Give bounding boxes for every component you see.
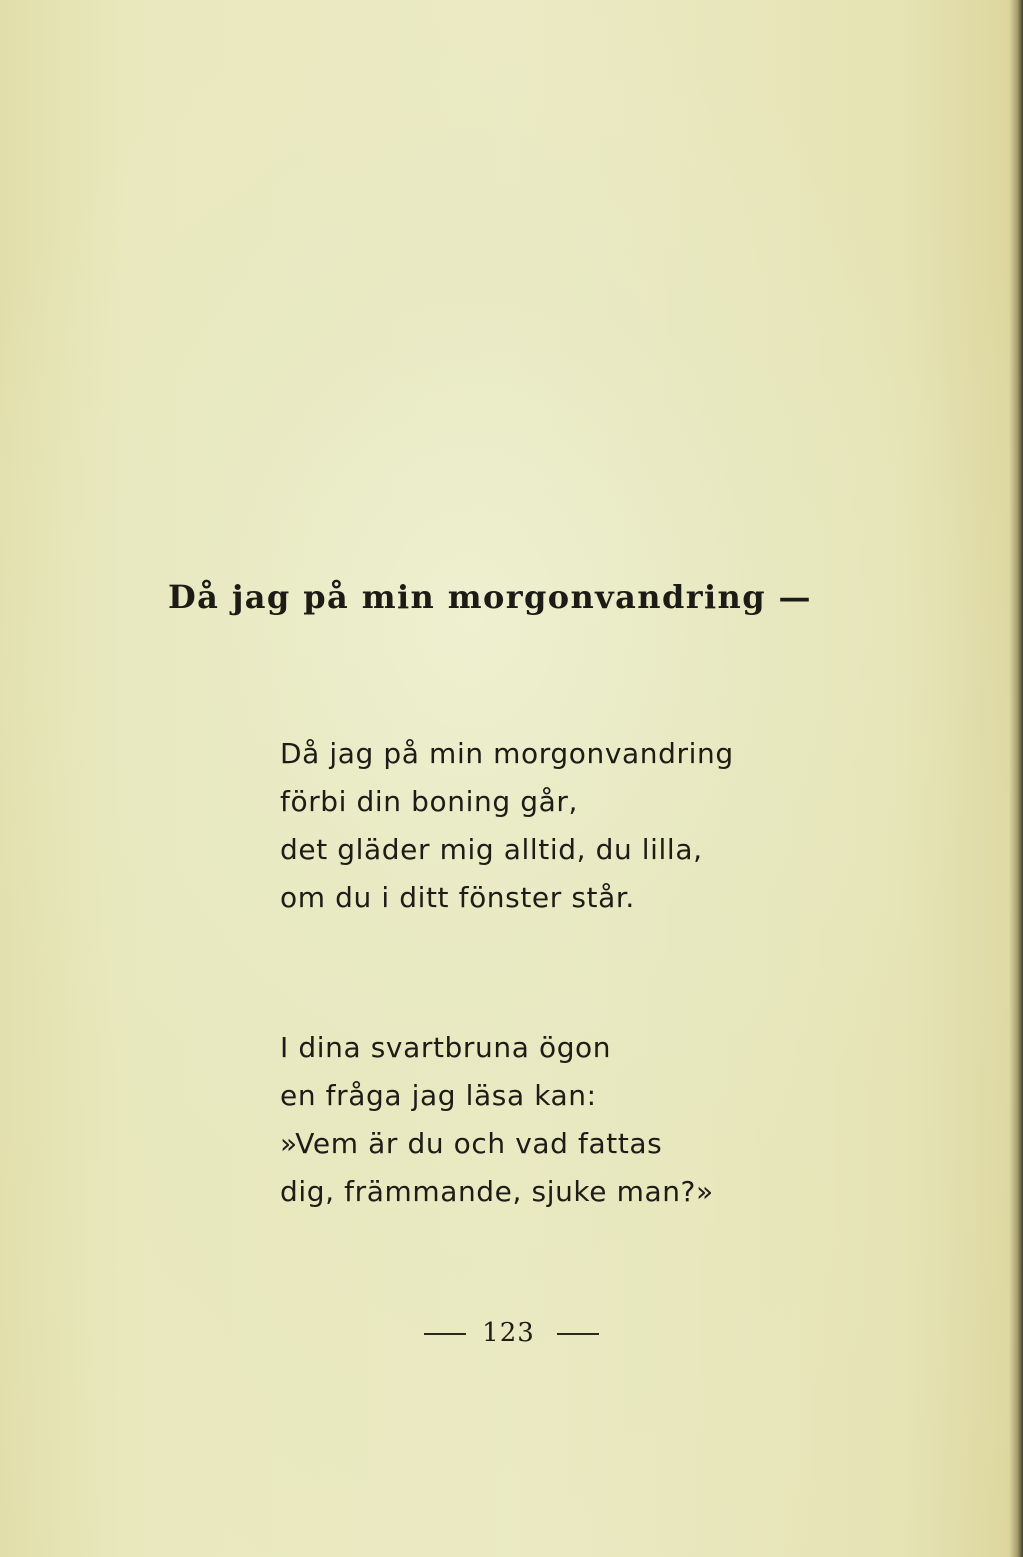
verse-line: en fråga jag läsa kan:	[280, 1079, 597, 1112]
dash-right	[557, 1333, 599, 1335]
page-number-footer	[0, 1318, 1023, 1348]
verse-line: förbi din boning går,	[280, 785, 578, 818]
verse-line: dig, främmande, sjuke man?»	[280, 1175, 714, 1208]
page-number: 123	[482, 1318, 535, 1348]
stanza-2	[280, 1024, 714, 1216]
verse-line: om du i ditt fönster står.	[280, 881, 635, 914]
stanza-1	[280, 730, 734, 922]
verse-line: »Vem är du och vad fattas	[280, 1127, 663, 1160]
verse-line: I dina svartbruna ögon	[280, 1031, 612, 1064]
verse-line: det gläder mig alltid, du lilla,	[280, 833, 703, 866]
poem-title: Då jag på min morgonvandring —	[168, 578, 812, 616]
verse-line: Då jag på min morgonvandring	[280, 737, 734, 770]
dash-left	[424, 1333, 466, 1335]
